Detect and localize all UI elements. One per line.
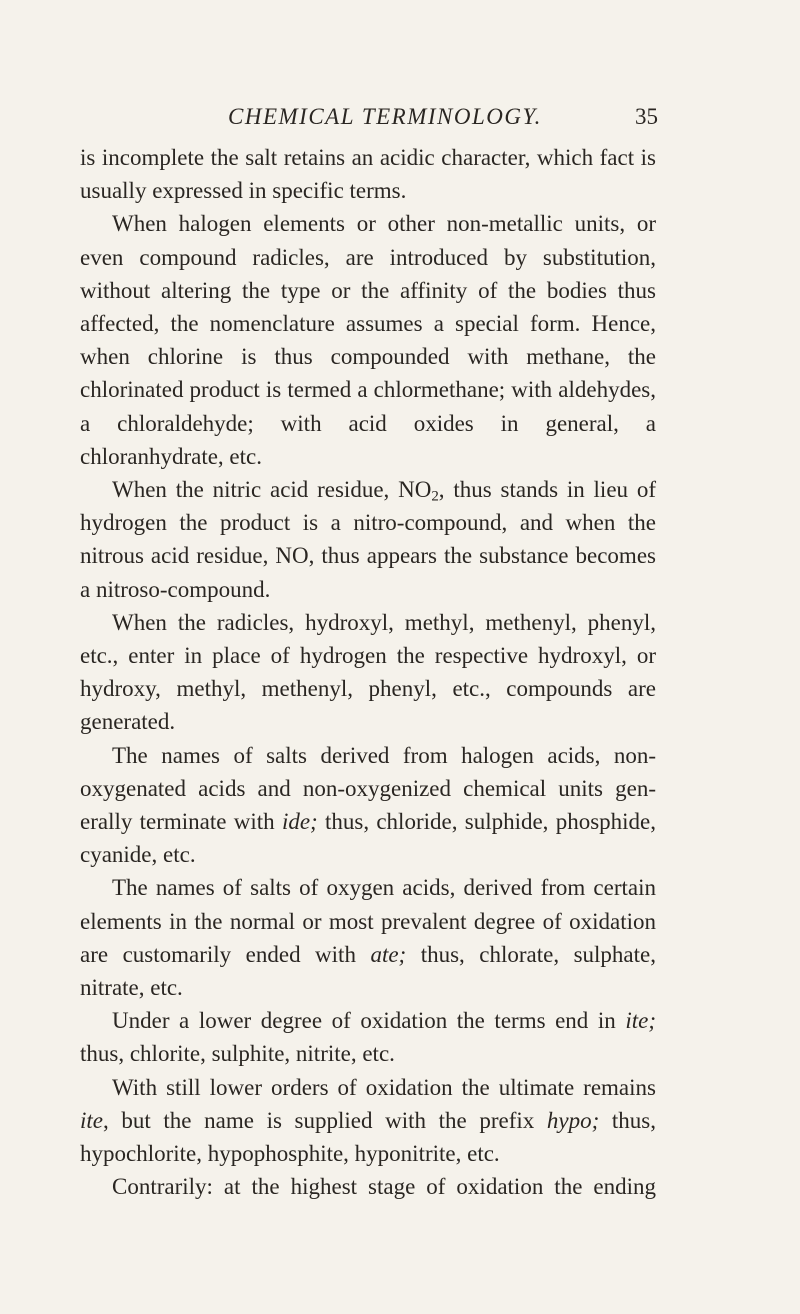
page-number: 35 xyxy=(635,104,658,129)
text-span: , thus stands in lieu of hydrogen the product is a nitro-compound, and when the nitrous acid residue, NO, thus appears the substance becomes a nitroso-compound. xyxy=(80,477,656,602)
suffix-ite-2: ite xyxy=(80,1107,103,1133)
text-span: thus, chlorate, sulphate, nitrate, etc. xyxy=(80,941,656,1001)
text-span: Under a lower degree of oxidation the terms end in xyxy=(112,1008,626,1034)
paragraph-ite-salts xyxy=(80,1004,656,1070)
paragraph-ate-salts xyxy=(80,871,656,1004)
running-title: CHEMICAL TERMINOLOGY. xyxy=(228,104,542,129)
paragraph-hypo-prefix xyxy=(80,1071,656,1171)
suffix-ide: ide; xyxy=(281,809,318,835)
text-span: With still lower orders of oxidation the ultimate remains xyxy=(112,1074,656,1100)
prefix-hypo: hypo; xyxy=(546,1107,600,1133)
paragraph-highest-oxidation: Contrarily: at the highest stage of oxidation the ending xyxy=(112,1174,656,1200)
suffix-ate: ate; xyxy=(370,941,407,967)
text-span: thus, chlorite, sulphite, nitrite, etc. xyxy=(80,1041,395,1067)
subscript: 2 xyxy=(431,488,439,505)
page-header xyxy=(228,104,658,134)
paragraph-substitution: When halogen elements or other non-metallic units, or even compound radicles, are introduced by substitution, without altering the type or the affinity of the bodies thus affected, the nomenclature assumes a special form. Hence, when chlorine is thus compounded with methane, the chlorinated product is termed a chlormethane; with aldehydes, a chloraldehyde; with acid oxides in general, a chloranhydrate, etc. xyxy=(80,211,656,469)
text-span: , but the name is supplied with the prefix xyxy=(103,1107,547,1133)
text-span: The names of salts of oxygen acids, derived from certain elements in the normal or most prevalent degree of oxidation are customarily ended with xyxy=(80,875,656,967)
body-text xyxy=(80,141,656,1204)
paragraph-ide-salts xyxy=(80,739,656,872)
text-span: The names of salts derived from halogen acids, non-oxygenated acids and non-oxygenized chemical units generally terminate with xyxy=(80,742,656,835)
suffix-ite: ite; xyxy=(625,1008,656,1034)
paragraph-nitro-compounds xyxy=(80,473,656,606)
text-span: thus, chloride, sulphide, phosphide, cyanide, etc. xyxy=(80,809,657,868)
text-span: When the nitric acid residue, NO xyxy=(112,477,432,503)
text-span: thus, hypochlorite, hypophosphite, hyponitrite, etc. xyxy=(80,1107,657,1167)
paragraph-continuation: is incomplete the salt retains an acidic character, which fact is usually expressed in specific terms. xyxy=(80,145,656,204)
paragraph-radicles: When the radicles, hydroxyl, methyl, methenyl, phenyl, etc., enter in place of hydrogen the respective hydroxyl, or hydroxy, methyl, methenyl, phenyl, etc., compounds are generated. xyxy=(80,609,656,735)
